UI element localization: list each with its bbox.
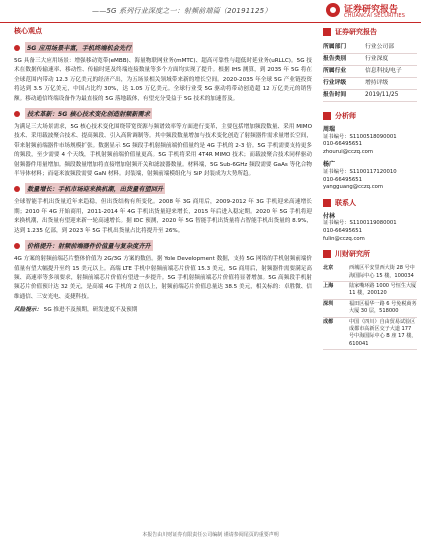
info-row: 报告类别 行业深度	[323, 54, 417, 66]
block-heading: 技术革新：5G 核心技术变化创造射频新需求	[14, 108, 312, 119]
analyst-email-link[interactable]: zhourui@cczq.com	[323, 148, 374, 155]
office-address: 成都 中国（四川）自由贸易试验区成都市高新区交子大道 177 号中海国际中心 B 座 17 楼，610041	[323, 318, 417, 351]
square-bullet-icon	[323, 199, 331, 207]
risk-warning	[14, 306, 312, 315]
info-row: 所属行业 信息科技/电子	[323, 66, 417, 78]
logo-text-cn: 证券研究报告	[344, 5, 399, 15]
company-logo	[326, 1, 418, 21]
sidebar-heading: 联系人	[323, 197, 417, 209]
bullet-icon	[14, 45, 20, 51]
main-column	[14, 26, 312, 315]
sidebar	[323, 26, 417, 350]
report-series-title: ——5G 系列行业深度之一：射频前端篇（20191125）	[92, 7, 272, 15]
sidebar-heading: 川财研究所	[323, 248, 417, 260]
risk-text: 5G 推进不及预期，研发进度不及预期	[43, 307, 138, 314]
bullet-icon	[14, 186, 20, 192]
logo-text-en: CHUANCAI SECURITIES	[344, 13, 406, 19]
page-footer: 本报告由川财证券有限责任公司编制 谨请参阅尾页的重要声明	[142, 532, 279, 538]
square-bullet-icon	[323, 250, 331, 258]
square-bullet-icon	[323, 112, 331, 120]
risk-label: 风险提示：	[14, 307, 42, 314]
block-paragraph: 4G 方案的射频前端芯片整体价值为 2G/3G 方案的数倍。据 Yole Development 数据，支持 5G 网络的手机射频前端价值量有望大幅提升至约 15 美元以上。高端 LTE 手机中射频前端芯片价值 15.3 美元，5G 商用后，射频器件需要满足高频、高速率等多项要求，射频前端芯片价值有望进一步提升。5G 手机射频前端芯片价值将显著增加。5G 高频段手机射频芯片价值预计达 32 美元，是高端 4G 手机的 2 倍以上，射频前端芯片价值总量达 38.5 美元，相关标的：卓胜微、信维通信、三安光电、麦捷科技。	[14, 256, 312, 300]
info-row: 行业评级 增持评级	[323, 78, 417, 90]
contact-email-link[interactable]: fulin@cczq.com	[323, 235, 365, 242]
block-heading: 数量增长：手机市场迎来换机潮，出货量有望回升	[14, 183, 312, 194]
section-label: 核心观点	[14, 27, 42, 35]
office-address: 上海 陆家嘴环路 1000 号恒生大厦 11 楼，200120	[323, 282, 417, 300]
info-row: 所属部门 行业公司部	[323, 42, 417, 54]
block-paragraph: 5G 具备三大应用场景：增强移动宽带(eMBB)、海量物联网业务(mMTC)、超高可靠性与超低时延业务(uRLLC)。5G 技术在数据传输速率、移动性、传输时延及终端连接数量等多个方面均实现了提升。根据 IHS 测算，到 2035 年 5G 将在全球范围内带动 12.3 万亿美元的经济产出，为五场景相关领域带来新的增长空间。2020-2035 年全球 5G 产业链投资将达到 3.5 万亿美元，中国占比约 30%，达 1.05 万亿美元。全球行业受 5G 驱动将带动创造超 12 万亿美元的销售额。移动通信终端设备作为最直接的 5G 落地载体，有望充分受益于 5G 技术的加速普及。	[14, 58, 312, 102]
office-address: 北京 西城区平安里西大街 28 号中海国际中心 15 楼，100034	[323, 264, 417, 282]
bullet-icon	[14, 243, 20, 249]
info-row: 报告时间 2019/11/25	[323, 90, 417, 102]
block-paragraph: 全球智能手机出货量近年来趋稳，但出货结构有所变化。2008 年 3G 商用后，2009-2012 年 3G 手机迎来高速增长期；2010 年 4G 开始商用，2011-2014 年 4G 手机出货量迎来增长，2015 年后进入稳定期。2020 年 5G 手机将迎来换机潮，出货量有望迎来新一轮高速增长。据 IDC 预测，2020 年 5G 智能手机出货量将占智能手机出货量的 8.9%，达到 1.235 亿部，到 2023 年 5G 手机出货量占比将提升至 26%。	[14, 199, 312, 234]
analyst-card: 杨广 证书编号：S1100117120010 010-66495651 yangguang@cczq.com	[323, 161, 417, 191]
block-heading: 价格提升：射频前端器件价值量与复杂度齐升	[14, 240, 312, 251]
block-heading: 5G 应用场景丰富，手机终端机会先行	[14, 42, 312, 53]
block-paragraph: 为满足三大场景需求，5G 核心技术变化围绕带宽资源与频谱效率等方面进行变革，主要包括增加频段数量、采用 MIMO 技术、采用载波聚合技术、提高频段、引入高阶调制等。其中频段数量增加与技术变化创造了射频器件需求量增长空间，带来射频前端器件市场规模扩张。数据显示 5G 频段手机射频前端价值量约是 4G 手机的 2-3 倍。5G 手机需要支持更多的频段，至少需要 4 个天线，手机射频前端价值量更高。5G 手机将采用 4T4R MIMO 技术；而载波聚合技术同样驱动射频器件用量增加。频段数量增加将直接增加射频开关和滤波器数量。材料端，5G Sub-6GHz 频段需要 GaAs 等化合物半导体材料；而毫米波频段需要 GaN 材料。封装端，射频前端模组化与 SiP 封装成为大势所趋。	[14, 124, 312, 178]
bullet-icon	[14, 111, 20, 117]
sidebar-heading: 证券研究报告	[323, 26, 417, 38]
contact-card: 付林 证书编号：S1100119080001 010-66495651 fulin@cczq.com	[323, 213, 417, 243]
page-header	[0, 0, 421, 23]
analyst-email-link[interactable]: yangguang@cczq.com	[323, 184, 384, 191]
sidebar-heading: 分析师	[323, 110, 417, 122]
square-bullet-icon	[323, 28, 331, 36]
logo-mark-icon	[326, 3, 340, 17]
analyst-card: 周瑞 证书编号：S1100518090001 010-66495651 zhourui@cczq.com	[323, 126, 417, 156]
office-address: 深圳 福田区福华一路 6 号免税商务大厦 30 层，518000	[323, 300, 417, 318]
